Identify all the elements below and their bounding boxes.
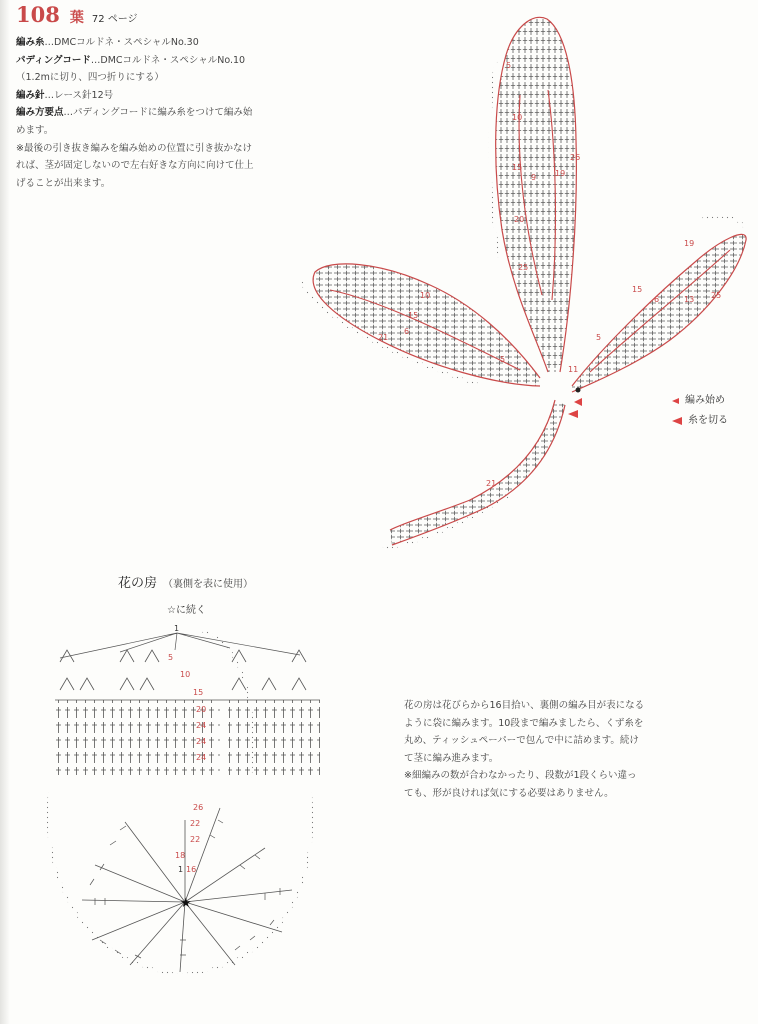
row-number: 15 bbox=[193, 688, 204, 697]
row-number: 6 bbox=[404, 327, 410, 336]
start-marker-icon bbox=[574, 398, 582, 406]
row-number: 10 bbox=[512, 113, 523, 122]
material-key: 編み方要点 bbox=[16, 107, 64, 119]
row-number: 19 bbox=[684, 239, 695, 248]
row-number: 22 bbox=[190, 835, 201, 844]
chain-stitch-line bbox=[700, 216, 745, 228]
row-number: 11 bbox=[568, 365, 579, 374]
padding-cord-line bbox=[590, 250, 730, 372]
row-number: 24 bbox=[196, 753, 207, 762]
instruction-line: 丸め、ティッシュペーパーで包んで中に詰めます。続け bbox=[404, 735, 639, 746]
pattern-number: 108 bbox=[16, 2, 60, 27]
row-number: 15 bbox=[512, 163, 523, 172]
leaf-diagram bbox=[300, 17, 746, 548]
material-value: …パディングコードに編み糸をつけて編み始 bbox=[63, 107, 253, 119]
material-value: …レース針12号 bbox=[44, 89, 114, 101]
note-line: ※最後の引き抜き編みを編み始めの位置に引き抜かなけ bbox=[16, 142, 252, 154]
legend-start bbox=[672, 391, 728, 411]
instruction-line: ように袋に編みます。10段まで編みましたら、くず糸を bbox=[404, 717, 644, 729]
flower-title: 花の房 bbox=[118, 576, 158, 591]
page-reference: 72 ページ bbox=[91, 14, 138, 25]
row-number: 13 bbox=[684, 295, 695, 304]
row-number: 5 bbox=[506, 61, 512, 70]
material-value: めます。 bbox=[16, 124, 54, 136]
star-icon: ★ bbox=[180, 896, 192, 911]
row-number: 20 bbox=[514, 215, 525, 224]
join-point-icon bbox=[576, 388, 581, 393]
legend-cut bbox=[672, 411, 728, 431]
row-number: 19 bbox=[555, 169, 566, 178]
row-number: 1 bbox=[178, 865, 184, 874]
row-number: 9 bbox=[531, 173, 537, 182]
start-arrow-icon bbox=[672, 398, 679, 404]
row-number: 18 bbox=[175, 851, 186, 860]
flower-instructions bbox=[404, 697, 644, 802]
row-number: 24 bbox=[196, 737, 207, 746]
instruction-line: て茎に編み進みます。 bbox=[404, 752, 499, 764]
row-number: 5 bbox=[596, 333, 602, 342]
row-number: 16 bbox=[186, 865, 197, 874]
radial-stitches bbox=[82, 808, 292, 972]
note-line: げることが出来ます。 bbox=[16, 177, 111, 189]
row-number: 1 bbox=[174, 624, 180, 633]
legend-start-label: 編み始め bbox=[685, 395, 725, 406]
row-number: 5 bbox=[500, 355, 506, 364]
row-number: 10 bbox=[420, 291, 431, 300]
flower-subtitle: （裏側を表に使用） bbox=[163, 579, 254, 590]
material-key: 編み糸 bbox=[16, 37, 45, 48]
flower-outline bbox=[48, 790, 312, 975]
leaf-top-stitches bbox=[496, 17, 577, 372]
row-number: 24 bbox=[196, 721, 207, 730]
row-number: 21 bbox=[486, 479, 497, 488]
row-number: 20 bbox=[196, 705, 207, 714]
continue-label: ☆に続く bbox=[167, 605, 206, 616]
row-number: 5 bbox=[168, 653, 174, 662]
row-number: 26 bbox=[193, 803, 204, 812]
cut-marker-icon bbox=[568, 410, 578, 418]
pattern-title: 葉 bbox=[69, 10, 84, 26]
row-number: 10 bbox=[180, 670, 191, 679]
row-number: 15 bbox=[408, 311, 419, 320]
stem-stitches bbox=[390, 400, 565, 545]
note-line: れば、茎が固定しないので左右好きな方向に向けて仕上 bbox=[16, 160, 254, 172]
material-key: 編み針 bbox=[16, 89, 45, 101]
row-number: 15 bbox=[632, 285, 643, 294]
material-value: …DMCコルドネ・スペシャルNo.30 bbox=[44, 37, 199, 48]
flower-cluster-diagram bbox=[48, 624, 320, 975]
leaf-right bbox=[572, 216, 746, 392]
leaf-stem bbox=[383, 400, 565, 548]
flower-rows-right bbox=[228, 700, 320, 775]
legend bbox=[672, 391, 728, 431]
row-number: 21 bbox=[378, 333, 389, 342]
instruction-line: ても、形が良ければ気にする必要はありません。 bbox=[404, 787, 614, 799]
row-number: 22 bbox=[190, 819, 201, 828]
leaf-top bbox=[490, 17, 577, 372]
row-number: 26 bbox=[570, 153, 581, 162]
leaf-left bbox=[300, 264, 540, 386]
flower-section-title bbox=[118, 572, 253, 591]
legend-cut-label: 糸を切る bbox=[688, 415, 728, 426]
leaf-right-stitches bbox=[572, 234, 746, 392]
instruction-line: 花の房は花びらから16目拾い、裏側の編み目が表になる bbox=[404, 700, 645, 711]
cut-arrow-icon bbox=[672, 417, 682, 425]
row-number: 6 bbox=[654, 295, 660, 304]
instruction-line: ※細編みの数が合わなかったり、段数が1段くらい違っ bbox=[404, 770, 637, 781]
material-value: …DMCコルドネ・スペシャルNo.10 bbox=[90, 54, 246, 66]
row-number: 25 bbox=[711, 291, 722, 300]
row-number: 25 bbox=[518, 263, 529, 272]
material-key: パディングコード bbox=[16, 54, 91, 66]
material-value: （1.2mに切り、四つ折りにする） bbox=[16, 72, 164, 84]
